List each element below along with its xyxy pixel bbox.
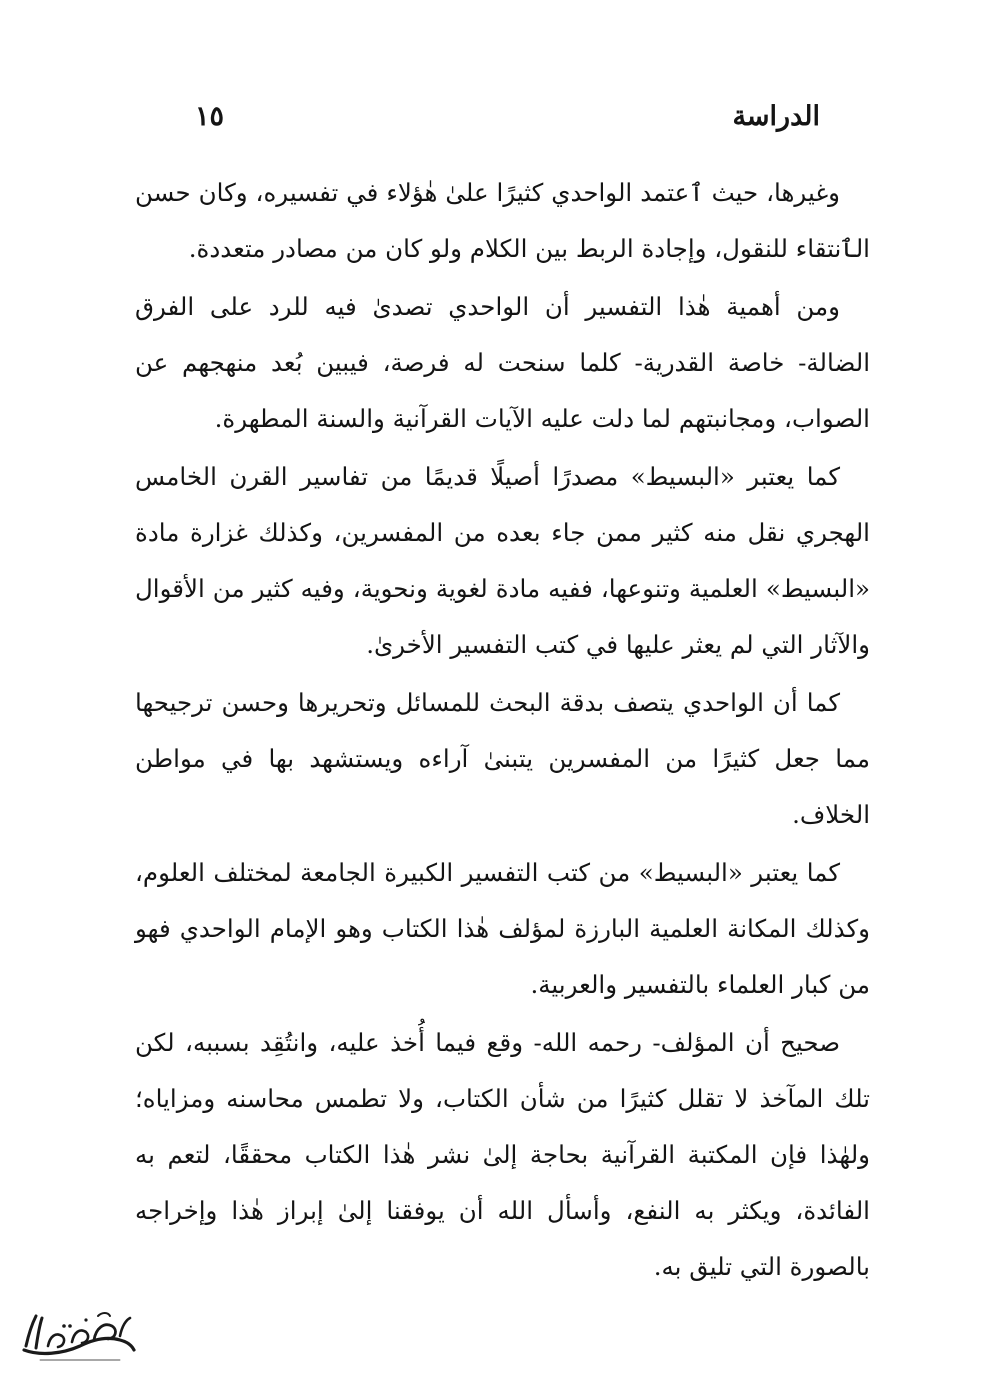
page-header [195,92,820,142]
calligraphic-logo-icon [20,1306,140,1366]
paragraph: كما يعتبر «البسيط» مصدرًا أصيلًا قديمًا من تفاسير القرن الخامس الهجري نقل منه كثير ممن جاء بعده من المفسرين، وكذلك غزارة مادة «البسيط» العلمية وتنوعها، ففيه مادة لغوية ونحوية، وفيه كثير من الأقوال والآثار التي لم يعثر عليها في كتب التفسير الأخرىٰ. [135,462,870,659]
body-text [135,165,870,1297]
paragraph: كما أن الواحدي يتصف بدقة البحث للمسائل وتحريرها وحسن ترجيحها مما جعل كثيرًا من المفسرين يتبنىٰ آراءه ويستشهد بها في مواطن الخلاف. [135,688,870,829]
calligraphic-logo-graphic [20,1306,140,1366]
page-number: ١٥ [195,101,225,132]
paragraph: صحيح أن المؤلف- رحمه الله- وقع فيما أُخذ عليه، وانتُقِد بسببه، لكن تلك المآخذ لا تقلل كثيرًا من شأن الكتاب، ولا تطمس محاسنه ومزاياه؛ ولهٰذا فإن المكتبة القرآنية بحاجة إلىٰ نشر هٰذا الكتاب محققًا، لتعم به الفائدة، ويكثر به النفع، وأسأل الله أن يوفقنا إلىٰ إبراز هٰذا وإخراجه بالصورة التي تليق به. [135,1028,870,1281]
paragraph: كما يعتبر «البسيط» من كتب التفسير الكبيرة الجامعة لمختلف العلوم، وكذلك المكانة العلمية البارزة لمؤلف هٰذا الكتاب وهو الإمام الواحدي فهو من كبار العلماء بالتفسير والعربية. [135,858,870,999]
paragraph: ومن أهمية هٰذا التفسير أن الواحدي تصدىٰ فيه للرد على الفرق الضالة- خاصة القدرية- كلما سنحت له فرصة، فيبين بُعد منهجهم عن الصواب، ومجانبتهم لما دلت عليه الآيات القرآنية والسنة المطهرة. [135,292,870,433]
running-title: الدراسة [732,101,820,132]
paragraph: وغيرها، حيث ٱعتمد الواحدي كثيرًا علىٰ هٰؤلاء في تفسيره، وكان حسن الٱنتقاء للنقول، وإجادة الربط بين الكلام ولو كان من مصادر متعددة. [135,178,870,263]
